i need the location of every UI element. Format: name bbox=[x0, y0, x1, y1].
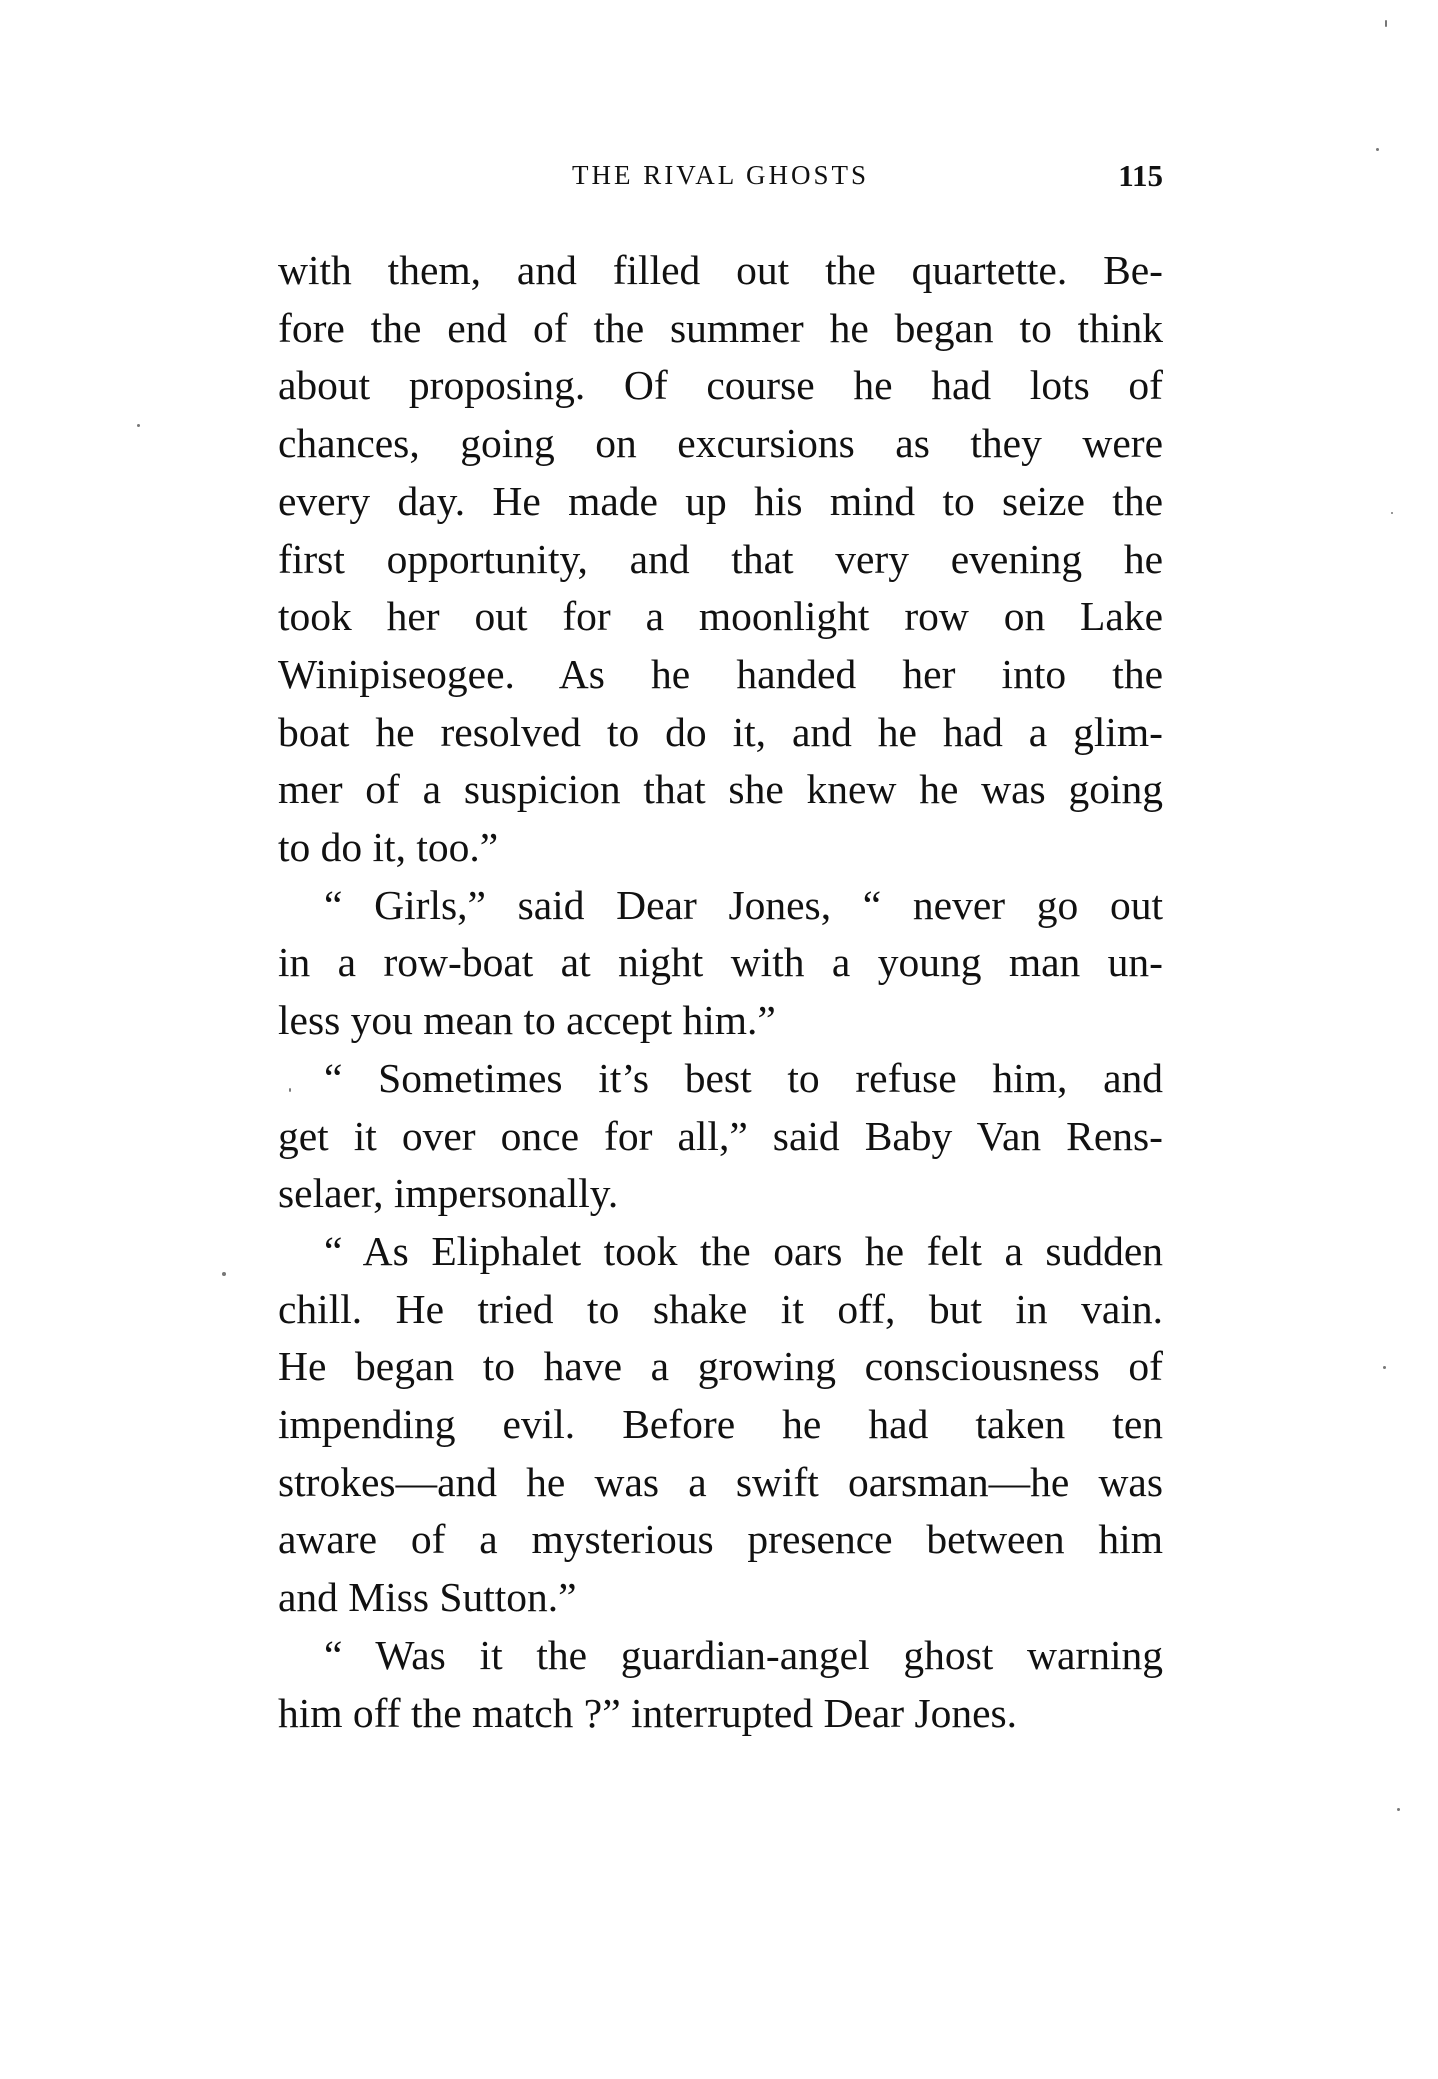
running-head: THE RIVAL GHOSTS bbox=[571, 160, 869, 190]
text-line: selaer, impersonally. bbox=[278, 1170, 619, 1217]
paper-speck bbox=[289, 1088, 291, 1092]
page-number: 115 bbox=[1118, 158, 1163, 193]
paper-speck bbox=[1383, 1366, 1386, 1369]
text-line: him off the match ?” interrupted Dear Jones. bbox=[278, 1689, 1018, 1736]
paragraph-first-line: “ Girls,” said Dear Jones, “ never go out bbox=[324, 881, 1163, 928]
paper-speck bbox=[1397, 1808, 1400, 1811]
text-line: chill. He tried to shake it off, but in vain. bbox=[278, 1285, 1163, 1332]
paragraph-first-line: “ Was it the guardian-angel ghost warning bbox=[324, 1631, 1163, 1678]
paper-speck bbox=[222, 1272, 226, 1276]
paragraph-first-line: “ Sometimes it’s best to refuse him, and bbox=[324, 1054, 1163, 1101]
text-line: took her out for a moonlight row on Lake bbox=[278, 593, 1163, 640]
text-line: impending evil. Before he had taken ten bbox=[278, 1401, 1163, 1448]
text-line: and Miss Sutton.” bbox=[278, 1574, 577, 1621]
text-line: aware of a mysterious presence between him bbox=[278, 1516, 1163, 1563]
text-line: mer of a suspicion that she knew he was going bbox=[278, 766, 1163, 813]
text-line: boat he resolved to do it, and he had a glim- bbox=[278, 708, 1163, 755]
text-line: to do it, too.” bbox=[278, 824, 499, 871]
text-line: fore the end of the summer he began to think bbox=[278, 304, 1163, 351]
paper-speck bbox=[1376, 148, 1379, 151]
text-line: strokes—and he was a swift oarsman—he was bbox=[278, 1458, 1163, 1505]
paper-speck bbox=[137, 424, 140, 427]
text-line: first opportunity, and that very evening he bbox=[278, 535, 1163, 582]
text-line: Winipiseogee. As he handed her into the bbox=[278, 650, 1163, 697]
text-line: He began to have a growing consciousness of bbox=[278, 1343, 1163, 1390]
paper-speck bbox=[1391, 512, 1393, 514]
text-line: with them, and filled out the quartette. Be- bbox=[278, 247, 1163, 293]
text-line: every day. He made up his mind to seize the bbox=[278, 477, 1163, 524]
paper-speck bbox=[1385, 20, 1387, 27]
text-line: about proposing. Of course he had lots of bbox=[278, 362, 1163, 409]
body-text bbox=[278, 242, 1163, 1742]
text-line: in a row-boat at night with a young man un- bbox=[278, 939, 1163, 986]
page-header bbox=[278, 160, 1163, 200]
text-line: chances, going on excursions as they were bbox=[278, 420, 1163, 467]
text-line: get it over once for all,” said Baby Van Rens- bbox=[278, 1112, 1163, 1159]
paragraph-first-line: “ As Eliphalet took the oars he felt a sudden bbox=[324, 1227, 1163, 1274]
text-line: less you mean to accept him.” bbox=[278, 997, 776, 1044]
